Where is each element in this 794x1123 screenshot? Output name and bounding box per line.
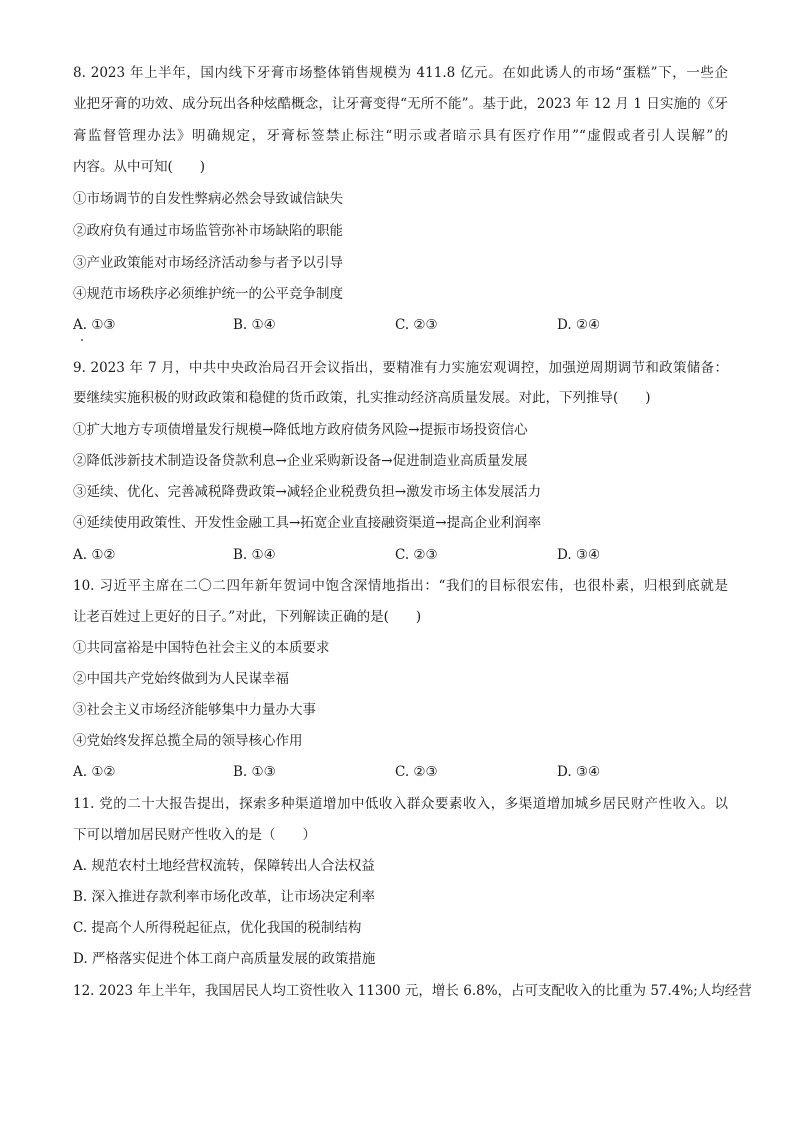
q8-stem-line-3: 膏监督管理办法》明确规定，牙膏标签禁止标注“明示或者暗示具有医疗作用”“虚假或者引人误解”的 — [73, 128, 728, 144]
q11-stem-line-1: 11. 党的二十大报告提出，探索多种渠道增加中低收入群众要素收入，多渠道增加城乡居民财产性收入。以 — [73, 796, 728, 812]
q8-option-d[interactable]: D. ②④ — [557, 317, 601, 333]
q10-options — [73, 762, 733, 782]
q10-option-d[interactable]: D. ③④ — [557, 764, 601, 780]
q8-option-c[interactable]: C. ②③ — [395, 317, 438, 333]
q9-statement-2: ②降低涉新技术制造设备贷款利息→企业采购新设备→促进制造业高质量发展 — [73, 453, 528, 469]
q11-choice-b[interactable]: B. 深入推进存款利率市场化改革，让市场决定利率 — [73, 889, 376, 905]
q9-options — [73, 545, 733, 565]
q8-option-a[interactable]: A. ①③ — [73, 317, 116, 333]
q9-option-c[interactable]: C. ②③ — [395, 547, 438, 563]
q9-option-b[interactable]: B. ①④ — [233, 547, 276, 563]
q9-option-a[interactable]: A. ①② — [73, 547, 116, 563]
q10-option-a[interactable]: A. ①② — [73, 764, 116, 780]
q9-statement-4: ④延续使用政策性、开发性金融工具→拓宽企业直接融资渠道→提高企业利润率 — [73, 515, 542, 531]
q11-choice-a[interactable]: A. 规范农村土地经营权流转，保障转出人合法权益 — [73, 858, 375, 874]
q8-stem-line-2: 业把牙膏的功效、成分玩出各种炫酷概念，让牙膏变得“无所不能”。基于此，2023 年 12 月 1 日实施的《牙 — [73, 96, 728, 112]
q9-statement-3: ③延续、优化、完善减税降费政策→减轻企业税费负担→激发市场主体发展活力 — [73, 484, 542, 500]
q8-option-b[interactable]: B. ①④ — [233, 317, 276, 333]
q8-statement-4: ④规范市场秩序必须维护统一的公平竞争制度 — [73, 286, 343, 302]
q9-statement-1: ①扩大地方专项债增量发行规模→降低地方政府债务风险→提振市场投资信心 — [73, 422, 528, 438]
q10-statement-1: ①共同富裕是中国特色社会主义的本质要求 — [73, 640, 330, 656]
q10-statement-4: ④党始终发挥总揽全局的领导核心作用 — [73, 733, 303, 749]
q11-choice-c[interactable]: C. 提高个人所得税起征点，优化我国的税制结构 — [73, 920, 362, 936]
q9-option-d[interactable]: D. ③④ — [557, 547, 601, 563]
q8-stem-line-4: 内容。从中可知( ) — [73, 159, 206, 175]
q9-stem-line-2: 要继续实施积极的财政政策和稳健的货币政策，扎实推动经济高质量发展。对此，下列推导( ) — [73, 390, 651, 406]
q10-statement-3: ③社会主义市场经济能够集中力量办大事 — [73, 702, 316, 718]
q8-statement-2: ②政府负有通过市场监管弥补市场缺陷的职能 — [73, 223, 343, 239]
q10-statement-2: ②中国共产党始终做到为人民谋幸福 — [73, 671, 289, 687]
q10-option-c[interactable]: C. ②③ — [395, 764, 438, 780]
q11-choice-d[interactable]: D. 严格落实促进个体工商户高质量发展的政策措施 — [73, 951, 376, 967]
q8-options — [73, 315, 733, 335]
q8-statement-3: ③产业政策能对市场经济活动参与者予以引导 — [73, 255, 343, 271]
q8-statement-1: ①市场调节的自发性弊病必然会导致诚信缺失 — [73, 191, 343, 207]
q8-stem-line-1: 8. 2023 年上半年，国内线下牙膏市场整体销售规模为 411.8 亿元。在如此诱人的市场“蛋糕”下，一些企 — [73, 65, 728, 81]
q12-stem-line-1: 12. 2023 年上半年，我国居民人均工资性收入 11300 元，增长 6.8%，占可支配收入的比重为 57.4%;人均经营 — [73, 983, 752, 999]
q9-stem-line-1: 9. 2023 年 7 月，中共中央政治局召开会议指出，要精准有力实施宏观调控，加强逆周期调节和政策储备： — [73, 360, 728, 376]
q11-stem-line-2: 下可以增加居民财产性收入的是（ ） — [73, 827, 316, 843]
q10-option-b[interactable]: B. ①③ — [233, 764, 276, 780]
q10-stem-line-1: 10. 习近平主席在二〇二四年新年贺词中饱含深情地指出：“我们的目标很宏伟，也很朴素，归根到底就是 — [73, 578, 728, 594]
stray-dot — [81, 339, 83, 341]
q10-stem-line-2: 让老百姓过上更好的日子。”对此，下列解读正确的是( ) — [73, 609, 422, 625]
